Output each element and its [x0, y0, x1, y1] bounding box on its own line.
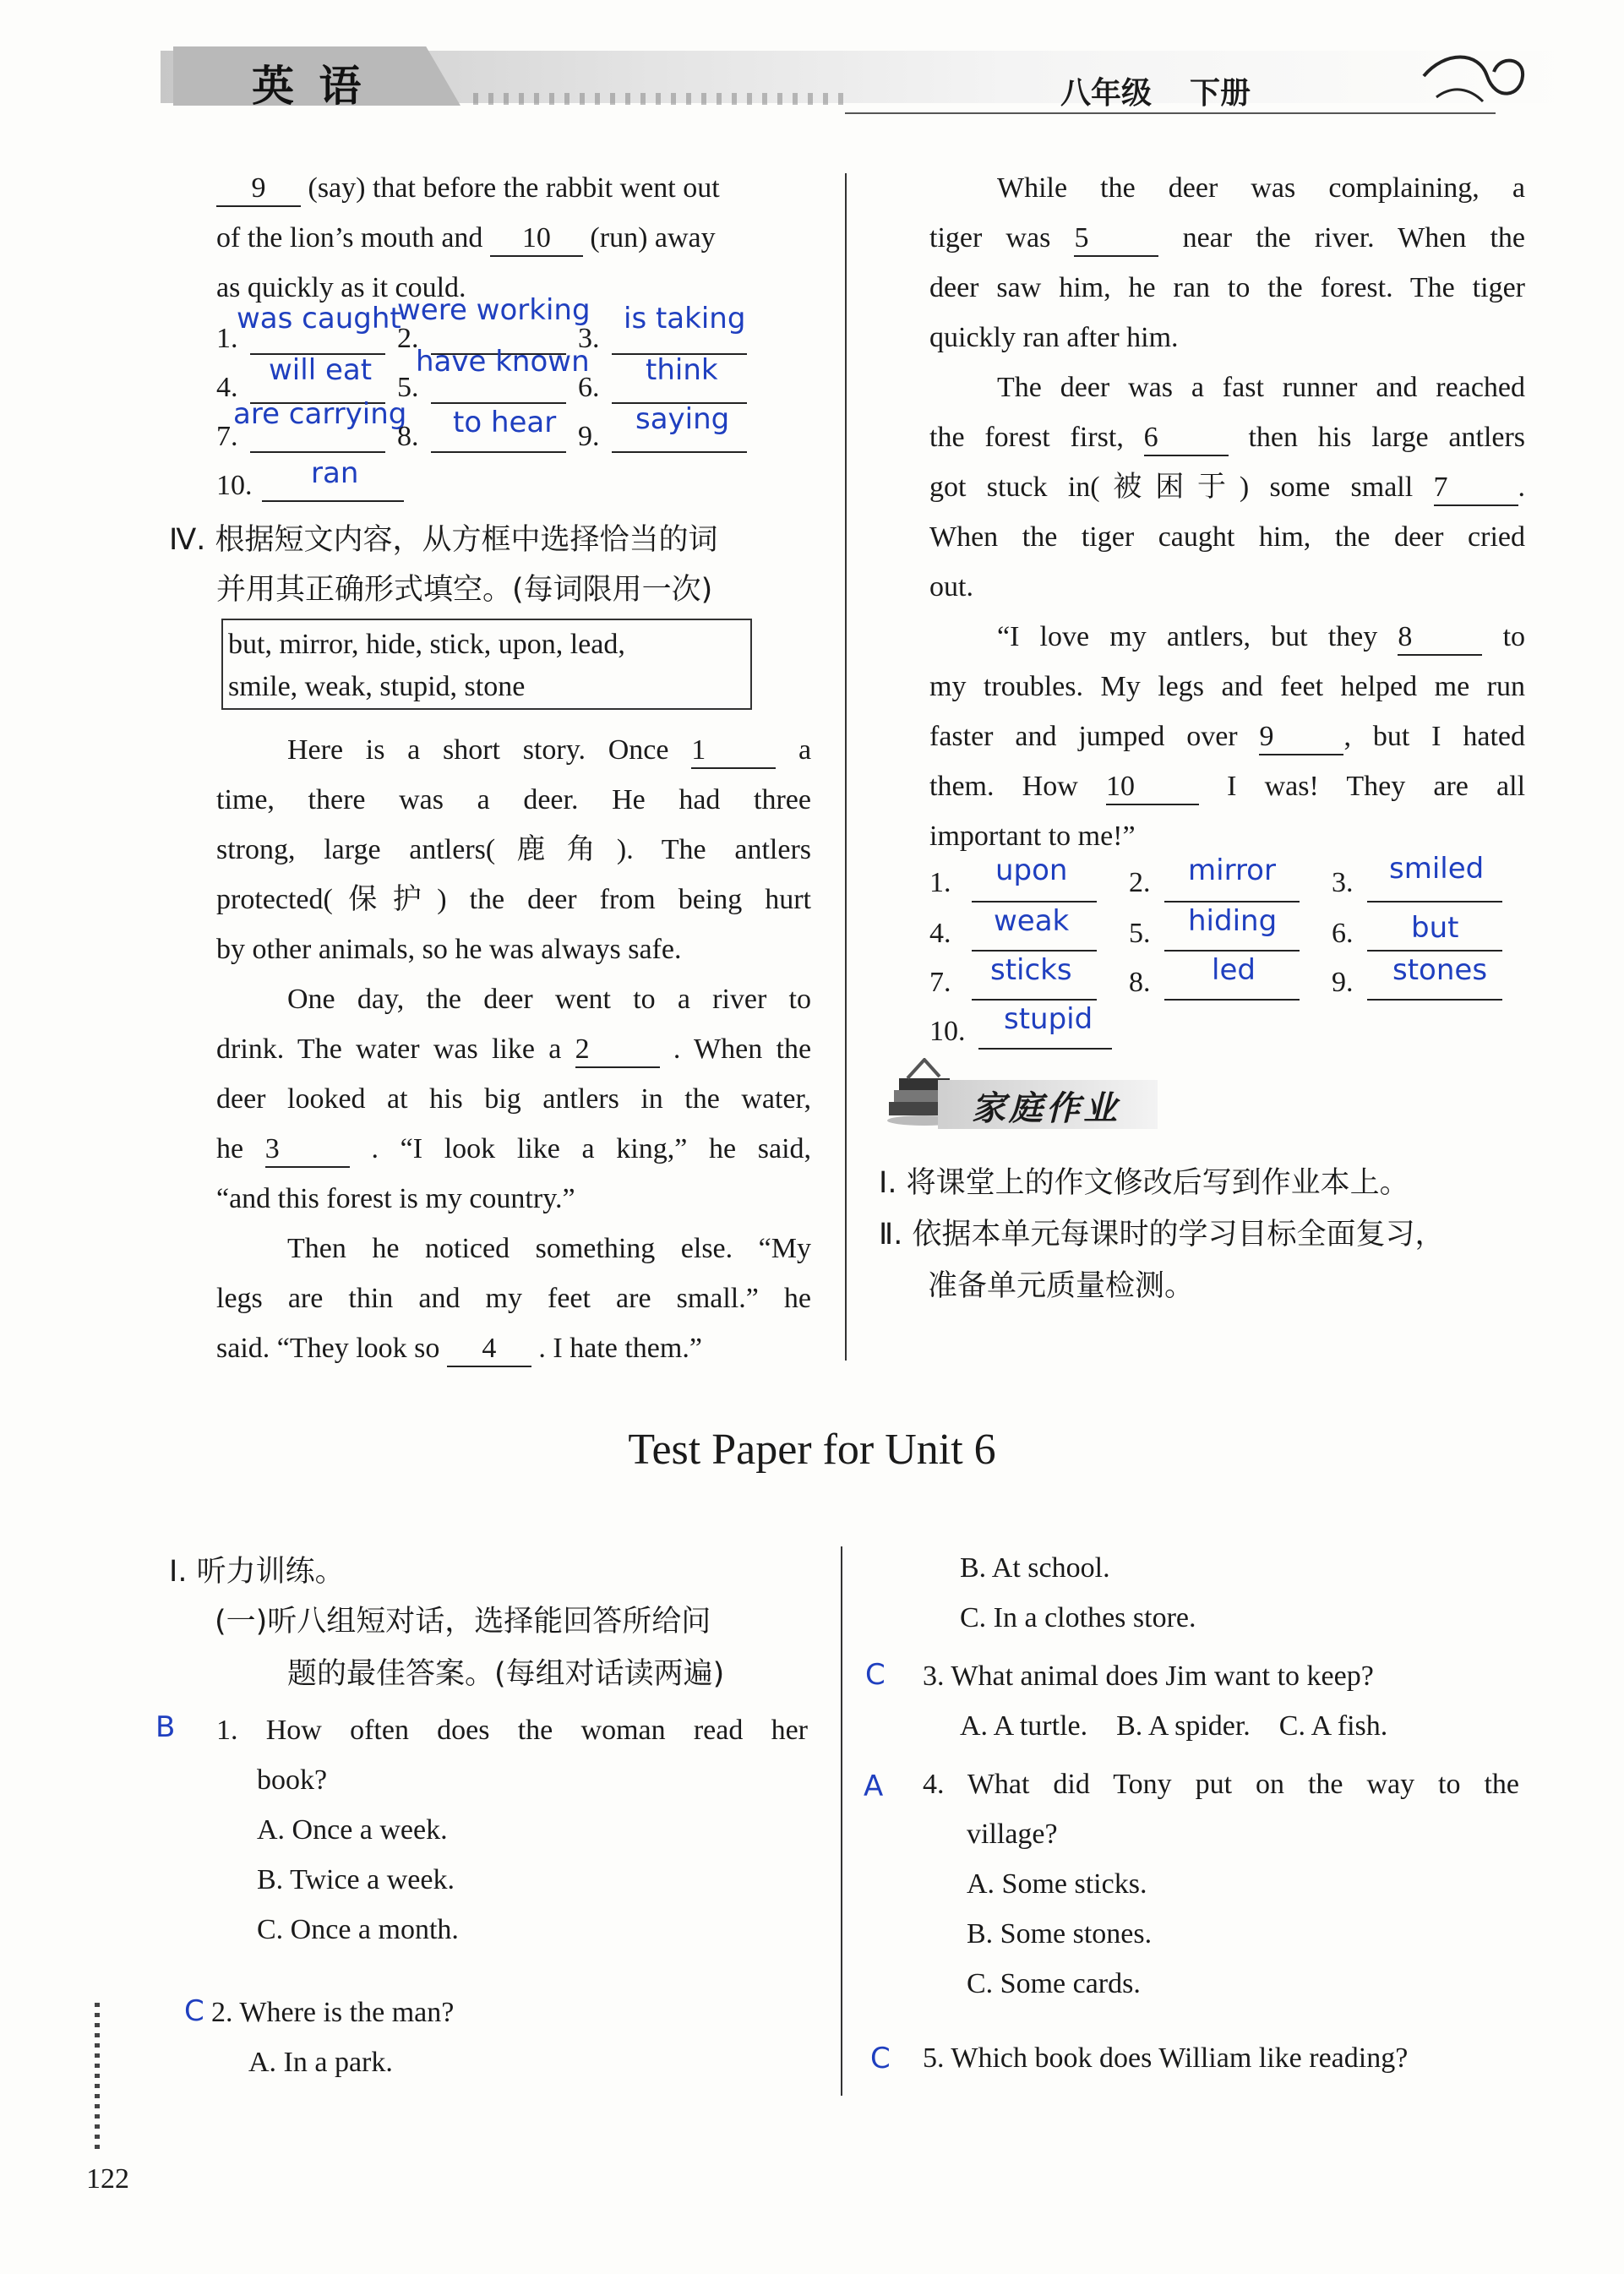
text-line: . When the	[673, 1033, 812, 1065]
homework-item: Ⅱ. 依据本单元每课时的学习目标全面复习，	[879, 1218, 1445, 1252]
text-line: tiger was	[929, 222, 1051, 254]
answer-text: saying	[635, 402, 730, 436]
q1-answer-mark: B	[155, 1710, 176, 1744]
grade-label: 八年级	[1060, 76, 1153, 111]
text-line: Then he noticed something else. “My	[287, 1233, 811, 1264]
answer-num: 9.	[578, 421, 600, 452]
answer-line	[1367, 999, 1502, 1001]
answer-text: think	[646, 353, 718, 387]
column-divider-bottom	[841, 1546, 842, 2096]
text-line: When the tiger caught him, the deer cried	[929, 521, 1525, 553]
text-line: my troubles. My legs and feet helped me run	[929, 671, 1525, 702]
answer-num: 2.	[1129, 867, 1151, 898]
answer-line	[1367, 901, 1502, 903]
answer-num: 5.	[1129, 918, 1151, 949]
answer-line	[1164, 950, 1300, 952]
text-line: important to me!”	[929, 821, 1136, 852]
homework-item: Ⅰ. 将课堂上的作文修改后写到作业本上。	[879, 1166, 1409, 1200]
option-text: B. Some stones.	[967, 1918, 1153, 1950]
answer-text: upon	[995, 853, 1068, 887]
q3-answer-mark: C	[865, 1658, 886, 1692]
homework-title: 家庭作业	[972, 1089, 1120, 1128]
text-line: drink. The water was like a	[216, 1033, 562, 1065]
option-text: C. Some cards.	[967, 1968, 1141, 1999]
answer-num: 6.	[578, 372, 600, 403]
answer-line	[431, 402, 566, 404]
answer-num: 4.	[216, 372, 238, 403]
margin-dots	[95, 2003, 100, 2155]
answer-num: 10.	[929, 1016, 966, 1047]
question-text: 2. Where is the man?	[211, 1997, 455, 2028]
test-subsection	[215, 1595, 724, 1700]
text-line: them. How	[929, 771, 1078, 802]
page-number: 122	[86, 2163, 129, 2195]
answer-num: 3.	[1332, 867, 1354, 898]
answer-text: sticks	[990, 953, 1072, 987]
word-box-line: smile, weak, stupid, stone	[228, 671, 526, 702]
text-line: by other animals, so he was always safe.	[216, 934, 682, 965]
test-subsection-line: 题的最佳答案。(每组对话读两遍)	[287, 1657, 725, 1691]
section4-title	[169, 515, 820, 615]
answer-text: but	[1411, 911, 1459, 945]
option-text: A. Some sticks.	[967, 1868, 1147, 1900]
answer-text: stupid	[1004, 1002, 1093, 1036]
answer-line	[612, 451, 747, 453]
answer-text: to hear	[453, 406, 557, 439]
text-line: legs are thin and my feet are small.” he	[216, 1283, 811, 1314]
question-4	[923, 1759, 1519, 2009]
blank-10: 10	[490, 221, 583, 257]
column-divider-top	[845, 173, 847, 1361]
text-line: One day, the deer went to a river to	[287, 984, 811, 1015]
text-line: While the deer was complaining, a	[997, 172, 1525, 204]
answer-text: are carrying	[233, 397, 407, 431]
text-line: time, there was a deer. He had three	[216, 784, 811, 815]
text-line: Here is a short story. Once	[287, 734, 669, 766]
test-subsection-line: (一)听八组短对话，选择能回答所给问	[215, 1605, 711, 1639]
text-line: deer looked at his big antlers in the water,	[216, 1083, 811, 1115]
text-line: “I love my antlers, but they	[997, 621, 1378, 652]
text-line: as quickly as it could.	[216, 272, 466, 303]
answer-text: led	[1212, 953, 1256, 987]
word-box	[221, 619, 752, 710]
answer-num: 3.	[578, 323, 600, 354]
question-5	[923, 2033, 1548, 2083]
answer-num: 8.	[1129, 967, 1151, 998]
option-text: A. Once a week.	[257, 1814, 448, 1846]
answer-line	[262, 500, 404, 502]
answer-text: smiled	[1389, 852, 1485, 886]
question-text: book?	[257, 1764, 328, 1796]
answer-text: is taking	[624, 302, 746, 335]
answer-num: 2.	[397, 323, 419, 354]
homework-item: 准备单元质量检测。	[928, 1269, 1195, 1303]
question-text: 5. Which book does William like reading?	[923, 2042, 1409, 2074]
question-text: 4. What did Tony put on the way to the	[923, 1769, 1519, 1800]
text-line: said. “They look so	[216, 1333, 440, 1364]
blank-4: 4	[447, 1332, 531, 1367]
text-line: (run) away	[590, 222, 716, 254]
answer-num: 8.	[397, 421, 419, 452]
blank-1: 1	[691, 733, 776, 769]
text-line: protected(保护) the deer from being hurt	[216, 884, 811, 915]
text-line: then his large antlers	[1248, 422, 1526, 453]
text-line: . I hate them.”	[538, 1333, 702, 1364]
answer-line	[1164, 901, 1300, 903]
q2-answer-mark: C	[184, 1994, 204, 2028]
option-text: A. In a park.	[248, 2047, 393, 2078]
blank-6: 6	[1144, 421, 1229, 456]
q5-answer-mark: C	[870, 2042, 891, 2075]
text-line: strong, large antlers(鹿角). The antlers	[216, 834, 811, 865]
answer-text: have known	[416, 345, 590, 379]
option-text: A. A turtle. B. A spider. C. A fish.	[960, 1710, 1388, 1742]
text-line: deer saw him, he ran to the forest. The tiger	[929, 272, 1525, 303]
blank-9: 9	[216, 172, 301, 207]
section4-title-line: 并用其正确形式填空。(每词限用一次)	[216, 573, 713, 607]
answer-num: 1.	[929, 867, 951, 898]
header-dots	[473, 93, 845, 105]
answer-text: stones	[1392, 953, 1488, 987]
answer-num: 7.	[929, 967, 951, 998]
question-2	[211, 1988, 803, 2087]
text-line: out.	[929, 571, 973, 603]
test-section-title: Ⅰ. 听力训练。	[169, 1555, 345, 1589]
answer-text: mirror	[1188, 853, 1276, 887]
answer-num: 7.	[216, 421, 238, 452]
section4-title-line: Ⅳ. 根据短文内容，从方框中选择恰当的词	[169, 523, 718, 557]
text-line: , but I hated	[1343, 721, 1525, 752]
answer-line	[1367, 950, 1502, 952]
answer-num: 9.	[1332, 967, 1354, 998]
text-line: a	[798, 734, 812, 766]
answer-text: hiding	[1188, 904, 1278, 938]
subject-title: 英 语	[252, 62, 367, 111]
blank-3: 3	[265, 1132, 350, 1168]
answer-text: will eat	[269, 353, 373, 387]
volume-label: 下册	[1190, 76, 1251, 111]
test-title: Test Paper for Unit 6	[628, 1426, 996, 1474]
question-1	[216, 1705, 808, 1955]
text-line: got stuck in(被困于) some small	[929, 472, 1414, 503]
text-line: near the river. When the	[1182, 222, 1526, 254]
text-line: faster and jumped over	[929, 721, 1238, 752]
header-swirl-icon	[1420, 51, 1529, 110]
word-box-line: but, mirror, hide, stick, upon, lead,	[228, 629, 625, 660]
question-2-cont	[960, 1543, 1551, 1643]
answer-num: 4.	[929, 918, 951, 949]
answer-num: 5.	[397, 372, 419, 403]
text-line: I was! They are all	[1227, 771, 1526, 802]
text-line: .	[1518, 472, 1525, 503]
text-line: to	[1502, 621, 1526, 652]
text-line: he	[216, 1133, 244, 1164]
text-line: quickly ran after him.	[929, 322, 1179, 353]
blank-7: 7	[1434, 471, 1518, 506]
blank-5: 5	[1074, 221, 1158, 257]
answer-text: ran	[311, 456, 359, 490]
homework-items	[879, 1158, 1538, 1312]
answer-num: 1.	[216, 323, 238, 354]
q4-answer-mark: A	[864, 1770, 884, 1803]
text-line: of the lion’s mouth and	[216, 222, 483, 254]
left-top-text	[216, 163, 811, 313]
blank-2: 2	[575, 1033, 660, 1068]
answer-num: 10.	[216, 470, 253, 501]
option-text: C. Once a month.	[257, 1914, 459, 1945]
text-line: the forest first,	[929, 422, 1124, 453]
header-rule	[845, 112, 1496, 114]
answer-line	[978, 1048, 1112, 1050]
answer-line	[1164, 999, 1300, 1001]
text-line: The deer was a fast runner and reached	[997, 372, 1525, 403]
answer-line	[972, 999, 1097, 1001]
text-line: “and this forest is my country.”	[216, 1183, 575, 1214]
answer-text: were working	[397, 293, 591, 327]
answer-num: 6.	[1332, 918, 1354, 949]
question-text: 1. How often does the woman read her	[216, 1715, 808, 1746]
blank-8: 8	[1398, 620, 1482, 656]
answer-line	[972, 901, 1097, 903]
question-3	[923, 1651, 1531, 1751]
question-text: village?	[967, 1819, 1058, 1850]
option-text: C. In a clothes store.	[960, 1602, 1196, 1633]
text-line: . “I look like a king,” he said,	[371, 1133, 812, 1164]
question-text: 3. What animal does Jim want to keep?	[923, 1661, 1374, 1692]
story-right	[929, 163, 1525, 861]
answer-line	[431, 451, 566, 453]
answer-text: was caught	[237, 302, 401, 335]
answer-line	[250, 451, 385, 453]
text-line: (say) that before the rabbit went out	[308, 172, 720, 204]
answer-line	[972, 950, 1097, 952]
option-text: B. At school.	[960, 1552, 1110, 1584]
blank-10: 10	[1106, 770, 1199, 805]
story-left	[216, 725, 811, 1373]
answer-text: weak	[994, 904, 1070, 938]
option-text: B. Twice a week.	[257, 1864, 455, 1895]
blank-9: 9	[1259, 720, 1343, 755]
